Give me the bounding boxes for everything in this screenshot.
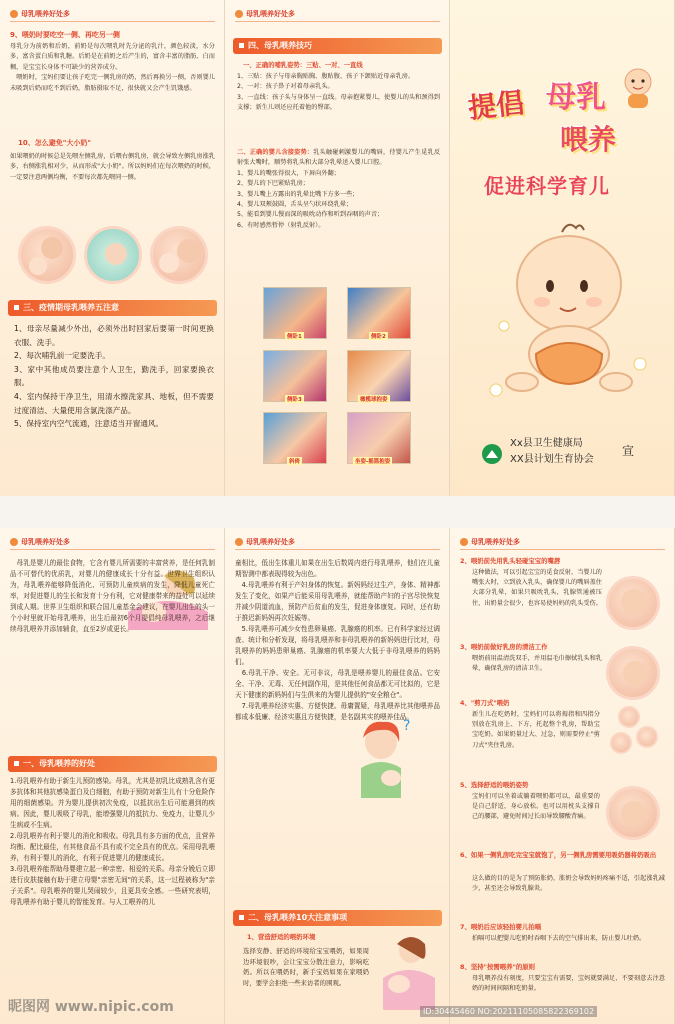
caption-5: 斜倚 [289, 459, 301, 465]
org-suffix: 宣 [622, 444, 635, 458]
body-s9: 母乳分为前奶和后奶，前奶是每次喂乳时先分泌的乳汁，颜色较淡，水分多，富含蛋白质和乳糖。后奶是在前奶之后产生的，富含丰富的脂肪、白而稠，是宝宝长身体不可缺少的营养成分。 喂奶时，宝妈们要让孩子吃完一侧乳房的奶，然后再换另一侧，否则婴儿未吸到后奶而吃不到后奶，脂肪摄取不足，很快就又会产生饥饿感。 [10, 43, 215, 92]
cover-title-3: 喂养 [560, 123, 617, 156]
tip-body-5: 宝妈们可以坐着或躺着喂奶都可以，最重要的是自己舒适，身心放松。也可以用枕头支撑自己的腰部，避免时间过长而导致腰酸背痛。 [472, 793, 600, 821]
panel-page-5 [225, 528, 450, 1024]
watermark-left: 昵图网 www.nipic.com [8, 999, 174, 1015]
section-header-2: 二、母乳喂养10大注意事项 [233, 910, 442, 926]
body-latch: 二、正确的婴儿含接姿势：乳头触碰刺激婴儿的嘴唇，待婴儿产生觅乳反射张大嘴时，顺势将乳头和大部分乳晕送入婴儿口腔。 1、婴儿的嘴张得很大，下唇向外翻； 2、婴儿的下巴紧贴乳房； 3、婴儿嘴上方露出的乳晕比嘴下方多一些； 4、婴儿双颊鼓圆，舌头呈勺状环绕乳晕； 5、能看到婴儿慢而深的吸吮动作和听到吞咽的声音； 6、有时感然暂停（射乳反射）。 [237, 149, 441, 229]
tag-dot-icon [10, 538, 18, 546]
divider [10, 549, 215, 550]
caption-1: 侧卧1 [287, 334, 302, 340]
intro-text: 母乳是婴儿的最佳食物，它含有婴儿所需要的丰富营养，是任何乳制品不可替代的优质乳，对婴儿的健康成长十分有益。世界卫生组织认为，母乳喂养能够降低消化、可预防儿童疾病的发生，降低儿童死亡率，对促进婴儿的生长和发育十分有利，它对健康带来的益处可以延续到成人期。世界卫生组织和联合国儿童基金会建议，在婴儿出生的头一个小时里就开始母乳喂养，出生后最初6个月提倡纯母乳喂养，之后继续母乳喂养并添加辅食，直至2岁或更长。 [10, 559, 215, 633]
nursing-illustration [375, 932, 439, 1012]
health-bureau-logo-icon [482, 444, 502, 464]
org-name-1: Xx县卫生健康局 [510, 438, 583, 449]
cover-title-1: 提倡 [466, 86, 526, 125]
baby-photo-c [606, 786, 660, 840]
watermark-right: ID:30445460 NO:20211105085822369102 [420, 1006, 597, 1017]
body-benefits: 1.母乳喂养有助于新生儿预防感染。母乳，尤其是初乳比成熟乳含有更多抗体和其他抗感染蛋白及白细胞，有助于预防对新生儿有十分危险作用的细菌感染。并为婴儿提供初次免疫，以抵抗出生后可能遇到的疾病。因此，婴儿吸吸了母乳，能增强婴儿的抵抗力、免疫力，让婴儿少生病或不生病。 2.母乳喂养有利于婴儿的消化和吸收。母乳具有多方面的优点，且营养均衡、配比最佳，有其他食品不具有或不完全具有的优点。采用母乳喂养，有利于婴儿的消化，有利于促进婴儿的健康成长。 3.母乳喂养能帮助母婴建立起一种亲密、相爱的关系。母亲分娩后立即进行皮肤接触有助于建立母婴"亲密无间"的关系，这一过程被称为"亲子关系"。母乳喂养的婴儿哭闹较少，且更具安全感。一些研究表明，母乳喂养有助于婴儿的智能发育。与人工喂养的儿 [10, 777, 215, 906]
body-benefits-cont: 童相比，低出生体重儿如果在出生后数周内进行母乳喂养，他们在儿童期智测中都表现得较为出色。 4.母乳喂养有利于产妇身体的恢复。新妈妈经过生产，身体、精神都发生了变化，如果产后能采用母乳喂养，就能帮助产妇的子宫尽快恢复并减少阴道流血，预防产后贫血的发生，促进身体康复。同时，还有助于推迟新妈妈再次妊娠等。 5.母乳喂养可减少女性患卵巢癌、乳腺癌的机率。已有科学家经过调查、统计和分析发现，将母乳喂养和非母乳喂养的新妈妈进行比对，母乳喂养的妈妈患卵巢癌、乳腺癌的机率要大大低于非母乳喂养的妈妈们。 6.母乳干净、安全。无可非议，母乳是喂养婴儿的最佳食品。它安全、干净、无毒、无任何副作用，是其他任何食品都无可比拟的，它是天下健康的新妈妈们与生俱来的为婴儿提供的"安全粮仓"。 7.母乳喂养经济实惠、方便快捷。毋庸置疑，母乳喂养比其他喂养品都成本低廉、经济实惠且方便快捷，是名副其实的喂养佳品。 [235, 559, 440, 721]
org-name-2: XX县计划生育协会 [510, 454, 594, 465]
tip-title-5: 5、选择舒适的喂奶姿势 [460, 781, 529, 789]
caption-3: 侧卧3 [287, 397, 302, 403]
heading-environment: 1、营造舒适的喂奶环境 [247, 933, 316, 941]
breast-hold-photo-1 [618, 706, 640, 728]
section-tag: 母乳喂养好处多 [10, 9, 70, 19]
list-item: 1、母亲尽量减少外出，必须外出时回家后要第一时间更换衣服、洗手。 [14, 324, 214, 347]
divider [235, 549, 440, 550]
heading-posture: 一、正确的哺乳姿势：三贴、一对、一直线 [243, 62, 363, 69]
panel-page-1 [0, 0, 225, 496]
panel-page-4 [0, 528, 225, 1024]
heading-latch: 二、正确的婴儿含接姿势： [237, 149, 314, 156]
tag-dot-icon [460, 538, 468, 546]
breast-hold-photo-2 [636, 726, 658, 748]
tip-body-3: 喂奶前用温清洗双手，并用温毛巾擦拭乳头和乳晕，确保乳房的清洁卫生。 [472, 655, 602, 673]
tip-title-6: 6、如果一侧乳房吃完宝宝就饱了，另一侧乳房需要用吸奶器将奶吸出 [460, 851, 657, 859]
baby-photo-b [606, 646, 660, 700]
panel-page-6 [450, 528, 675, 1024]
mother-thinking-illustration [349, 716, 421, 800]
divider [235, 21, 440, 22]
section-header-1: 一、母乳喂养的好处 [8, 756, 217, 772]
tip-body-8: 母乳喂养没有刻度，只要宝宝有需要，宝妈就要满足，不要刻意去注意奶的时间间隔和吃奶量。 [472, 975, 665, 993]
divider [460, 549, 665, 550]
tip-title-2: 2、喂奶前先用乳头轻碰宝宝的嘴唇 [460, 557, 561, 565]
svg-text:?: ? [403, 718, 411, 734]
body-environment: 选择安静、舒适的环境给宝宝喂奶，如果周边环境很吵，会让宝宝分散注意力，影响吃奶。所以在喂奶时，新手宝妈如果在家喂奶时，要学会拒绝一些来访者的围观。 [243, 947, 369, 987]
section-tag: 母乳喂养好处多 [235, 537, 295, 547]
tip-body-7: 拍嗝可以把婴儿吃奶时吞咽下去的空气排出来，防止婴儿吐奶。 [472, 935, 646, 942]
tag-dot-icon [10, 10, 18, 18]
section-header-4: 四、母乳喂养技巧 [233, 38, 442, 54]
mother-baby-photo-3 [150, 226, 208, 284]
tip-title-4: 4、"剪刀式"喂奶 [460, 699, 510, 707]
caption-2: 侧卧2 [371, 334, 386, 340]
mother-baby-photo-1 [18, 226, 76, 284]
section-tag: 母乳喂养好处多 [235, 9, 295, 19]
heading-s9: 9、喂奶时要吃空一侧、再吃另一侧 [10, 31, 120, 39]
heading-s10: 10、怎么避免"大小奶" [18, 139, 92, 147]
body-s10: 如果喂奶的时候总是先喂左侧乳房，后喂右侧乳房，就会导致左侧乳房涨乳多，右侧涨乳相对少，从而形成"大小奶"。所以妈妈们在每次喂奶的时候，一定要注意两侧均衡，不要每次都先喂同一侧。 [10, 153, 215, 181]
cover-subtitle: 促进科学育儿 [484, 174, 610, 198]
cartoon-baby-icon [484, 214, 654, 404]
cover-title-2: 母乳 [546, 80, 606, 115]
list-item: 3、家中其他成员要注意个人卫生，勤洗手，回家要换衣服。 [14, 364, 214, 388]
panel-cover [450, 0, 675, 496]
section-header-3: 三、疫情期母乳喂养五注意 [8, 300, 217, 316]
panel-page-2 [225, 0, 450, 496]
fold-gap [0, 496, 675, 528]
baby-photo-a [606, 576, 660, 630]
tip-body-2: 这种做法，可以引起宝宝的觅食反射，当婴儿的嘴张大时，立到放入乳头，确保婴儿的嘴唇盖住大部分乳晕，如果只吸吮乳头，乳腺管通被压住，出奶量会很少，也容易使妈妈的乳头受伤。 [472, 569, 602, 607]
tip-title-8: 8、坚持"按需喂养"的原则 [460, 963, 536, 971]
breast-hold-photo-3 [610, 732, 632, 754]
list-item: 4、室内保持干净卫生，用清水擦洗家具、地板，但不需要过度清洁、大量使用含氯洗涤产品。 [14, 391, 214, 415]
tip-body-4: 新生儿在吃奶时，宝妈们可以将拇指和四指分别放在乳房上、下方，托起整个乳房，帮助宝宝吃奶。如果奶量过大、过急，则需要停止"剪刀式"夹住乳房。 [472, 711, 600, 749]
caption-6: 坐姿-摇篮抱姿 [355, 459, 391, 465]
divider [10, 21, 215, 22]
tag-dot-icon [235, 10, 243, 18]
section-tag: 母乳喂养好处多 [460, 537, 520, 547]
body-posture: 1、三贴：孩子与母亲胸贴胸、腹贴腹、孩子下颌贴近母亲乳房。 2、一对：孩子鼻子对着母亲乳头。 3、一直线：孩子头与身体呈一直线。母亲抱紧婴儿，使婴儿的头和颈得到支撑；新生儿则还应托着他的臀部。 [237, 73, 440, 112]
caption-4: 橄榄球抱姿 [360, 397, 388, 403]
cartoon-baby-small-icon [618, 66, 658, 112]
tip-title-3: 3、喂奶前做好乳房的清洁工作 [460, 643, 548, 651]
list-item: 2、每次哺乳前一定要洗手。 [14, 351, 110, 361]
tip-title-7: 7、喂奶后应该轻拍婴儿拍嗝 [460, 923, 542, 931]
tip-body-6: 这么做的目的是为了预防胀奶，胀奶会导致妈妈疼痛不适，引起涨乳减少，甚至还会导致乳腺炎。 [472, 875, 665, 893]
list-item: 5、保持室内空气流通，注意适当开窗通风。 [14, 419, 164, 429]
list-s3 [14, 322, 214, 431]
tag-dot-icon [235, 538, 243, 546]
baby-photo-2 [84, 226, 142, 284]
section-tag: 母乳喂养好处多 [10, 537, 70, 547]
